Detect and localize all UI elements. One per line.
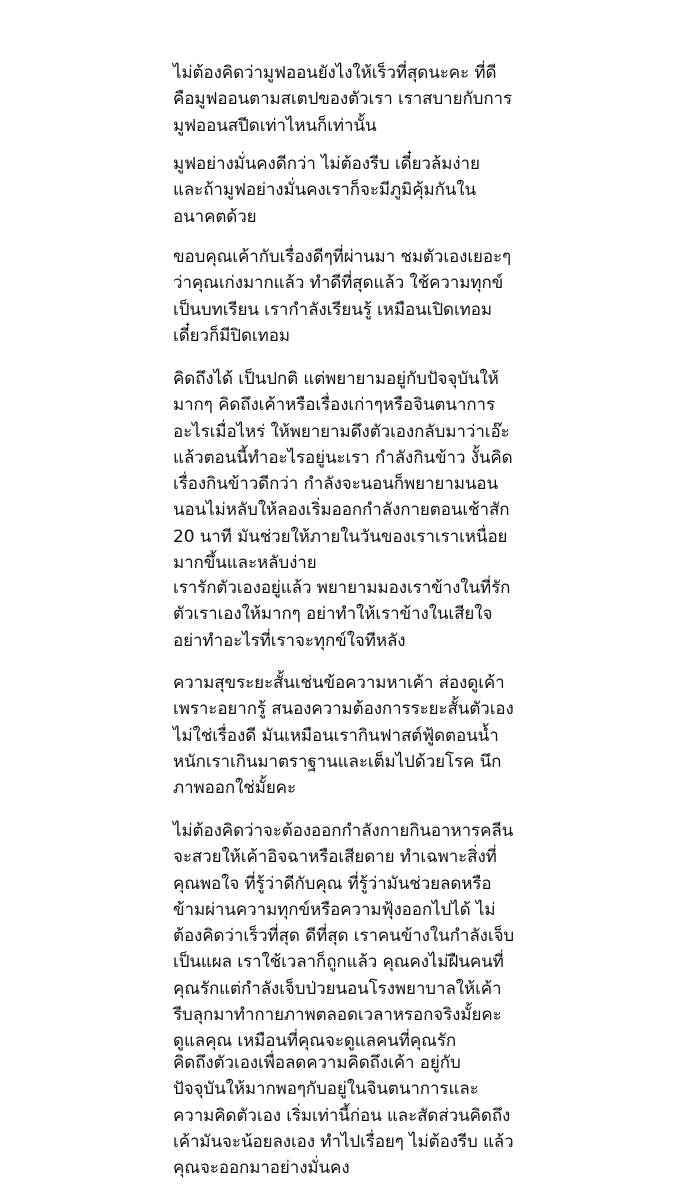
text-line: อย่าทำอะไรที่เราจะทุกข์ใจทีหลัง bbox=[173, 630, 406, 651]
paragraph-4 bbox=[173, 366, 643, 576]
text-line: เดี๋ยวก็มีปิดเทอม bbox=[173, 325, 290, 346]
text-line: จะสวยให้เค้าอิจฉาหรือเสียดาย ทำเฉพาะสิ่งที่ bbox=[173, 847, 497, 868]
text-line: คิดถึงได้ เป็นปกติ แต่พยายามอยู่กับปัจจุบันให้ bbox=[173, 369, 499, 389]
text-line: คุณจะออกมาอย่างมั่นคง bbox=[173, 1158, 350, 1179]
text-line: และถ้ามูฟอย่างมั่นคงเราก็จะมีภูมิคุ้มกันใน bbox=[173, 180, 477, 201]
text-line: ตัวเราเองให้มากๆ อย่าทำให้เราข้างในเสียใจ bbox=[173, 604, 493, 625]
text-line: ดูแลคุณ เหมือนที่คุณจะดูแลคนที่คุณรัก bbox=[173, 1031, 457, 1052]
text-line: แล้วตอนนี้ทำอะไรอยู่นะเรา กำลังกินข้าว งั้นคิด bbox=[173, 447, 513, 468]
text-line: อนาคตด้วย bbox=[173, 206, 257, 227]
text-line: คิดถึงตัวเองเพื่อลดความคิดถึงเค้า อยู่กับ bbox=[173, 1053, 461, 1073]
text-line: เพราะอยากรู้ สนองความต้องการระยะสั้นตัวเอง bbox=[173, 699, 514, 720]
paragraph-3 bbox=[173, 244, 643, 349]
text-line: คุณพอใจ ที่รู้ว่าดีกับคุณ ที่รู้ว่ามันช่วยลดหรือ bbox=[173, 873, 492, 894]
paragraph-5 bbox=[173, 575, 643, 654]
text-line: หนักเราเกินมาตราฐานและเต็มไปด้วยโรค นึก bbox=[173, 751, 502, 772]
text-line: ว่าคุณเก่งมากแล้ว ทำดีที่สุดแล้ว ใช้ความทุกข์ bbox=[173, 273, 504, 294]
text-line: ความคิดตัวเอง เริ่มเท่านี้ก่อน และสัดส่วนคิดถึง bbox=[173, 1105, 511, 1126]
text-line: ต้องคิดว่าเร็วที่สุด ดีที่สุด เราคนข้างในกำลังเจ็บ bbox=[173, 926, 515, 947]
text-line: ไม่ใช่เรื่องดี มันเหมือนเรากินฟาสต์ฟู้ดตอนน้ำ bbox=[173, 725, 499, 746]
text-line: ปัจจุบันให้มากพอๆกับอยู่ในจินตนาการและ bbox=[173, 1079, 479, 1100]
text-line: ขอบคุณเค้ากับเรื่องดีๆที่ผ่านมา ชมตัวเองเยอะๆ bbox=[173, 247, 512, 267]
text-line: มูฟอย่างมั่นคงดีกว่า ไม่ต้องรีบ เดี๋ยวล้มง่าย bbox=[173, 154, 480, 174]
text-line: เป็นบทเรียน เรากำลังเรียนรู้ เหมือนเปิดเทอม bbox=[173, 299, 492, 320]
text-line: นอนไม่หลับให้ลองเริ่มออกกำลังกายตอนเช้าสัก bbox=[173, 500, 510, 521]
text-line: เรื่องกินข้าวดีกว่า กำลังจะนอนก็พยายามนอน bbox=[173, 474, 498, 495]
paragraph-7 bbox=[173, 818, 643, 1055]
paragraph-2 bbox=[173, 151, 643, 230]
text-line: คุณรักแต่กำลังเจ็บป่วยนอนโรงพยาบาลให้เค้า bbox=[173, 978, 502, 999]
text-line: อะไรเมื่อไหร่ ให้พยายามดึงตัวเองกลับมาว่าเอ๊ะ bbox=[173, 421, 510, 442]
text-line: เค้ามันจะน้อยลงเอง ทำไปเรื่อยๆ ไม่ต้องรีบ แล้ว bbox=[173, 1131, 514, 1152]
text-line: ความสุขระยะสั้นเช่นข้อความหาเค้า ส่องดูเค้า bbox=[173, 673, 505, 693]
text-line: เรารักตัวเองอยู่แล้ว พยายามมองเราข้างในที่รัก bbox=[173, 578, 511, 598]
text-line: คือมูฟออนตามสเตปของตัวเรา เราสบายกับการ bbox=[173, 89, 512, 110]
text-line: มูฟออนสปีดเท่าไหนก็เท่านั้น bbox=[173, 115, 377, 136]
text-line: มากๆ คิดถึงเค้าหรือเรื่องเก่าๆหรือจินตนาการ bbox=[173, 395, 495, 416]
paragraph-6 bbox=[173, 670, 643, 801]
text-line: ไม่ต้องคิดว่ามูฟออนยังไงให้เร็วที่สุดนะคะ ที่ดี bbox=[173, 63, 497, 83]
text-line: ภาพออกใช่มั้ยคะ bbox=[173, 778, 296, 799]
text-line: ไม่ต้องคิดว่าจะต้องออกกำลังกายกินอาหารคลีน bbox=[173, 821, 514, 841]
text-line: ข้ามผ่านความทุกข์หรือความฟุ้งออกไปได้ ไม่ bbox=[173, 899, 496, 920]
text-line: มากขึ้นและหลับง่าย bbox=[173, 553, 317, 574]
text-line: รีบลุกมาทำกายภาพตลอดเวลาหรอกจริงมั้ยคะ bbox=[173, 1005, 502, 1026]
paragraph-1 bbox=[173, 60, 643, 139]
paragraph-8 bbox=[173, 1050, 643, 1181]
text-line: เป็นแผล เราใช้เวลาก็ถูกแล้ว คุณคงไม่ฝืนคนที่ bbox=[173, 952, 504, 973]
text-line: 20 นาที มันช่วยให้ภายในวันของเราเราเหนื่อย bbox=[173, 526, 508, 547]
